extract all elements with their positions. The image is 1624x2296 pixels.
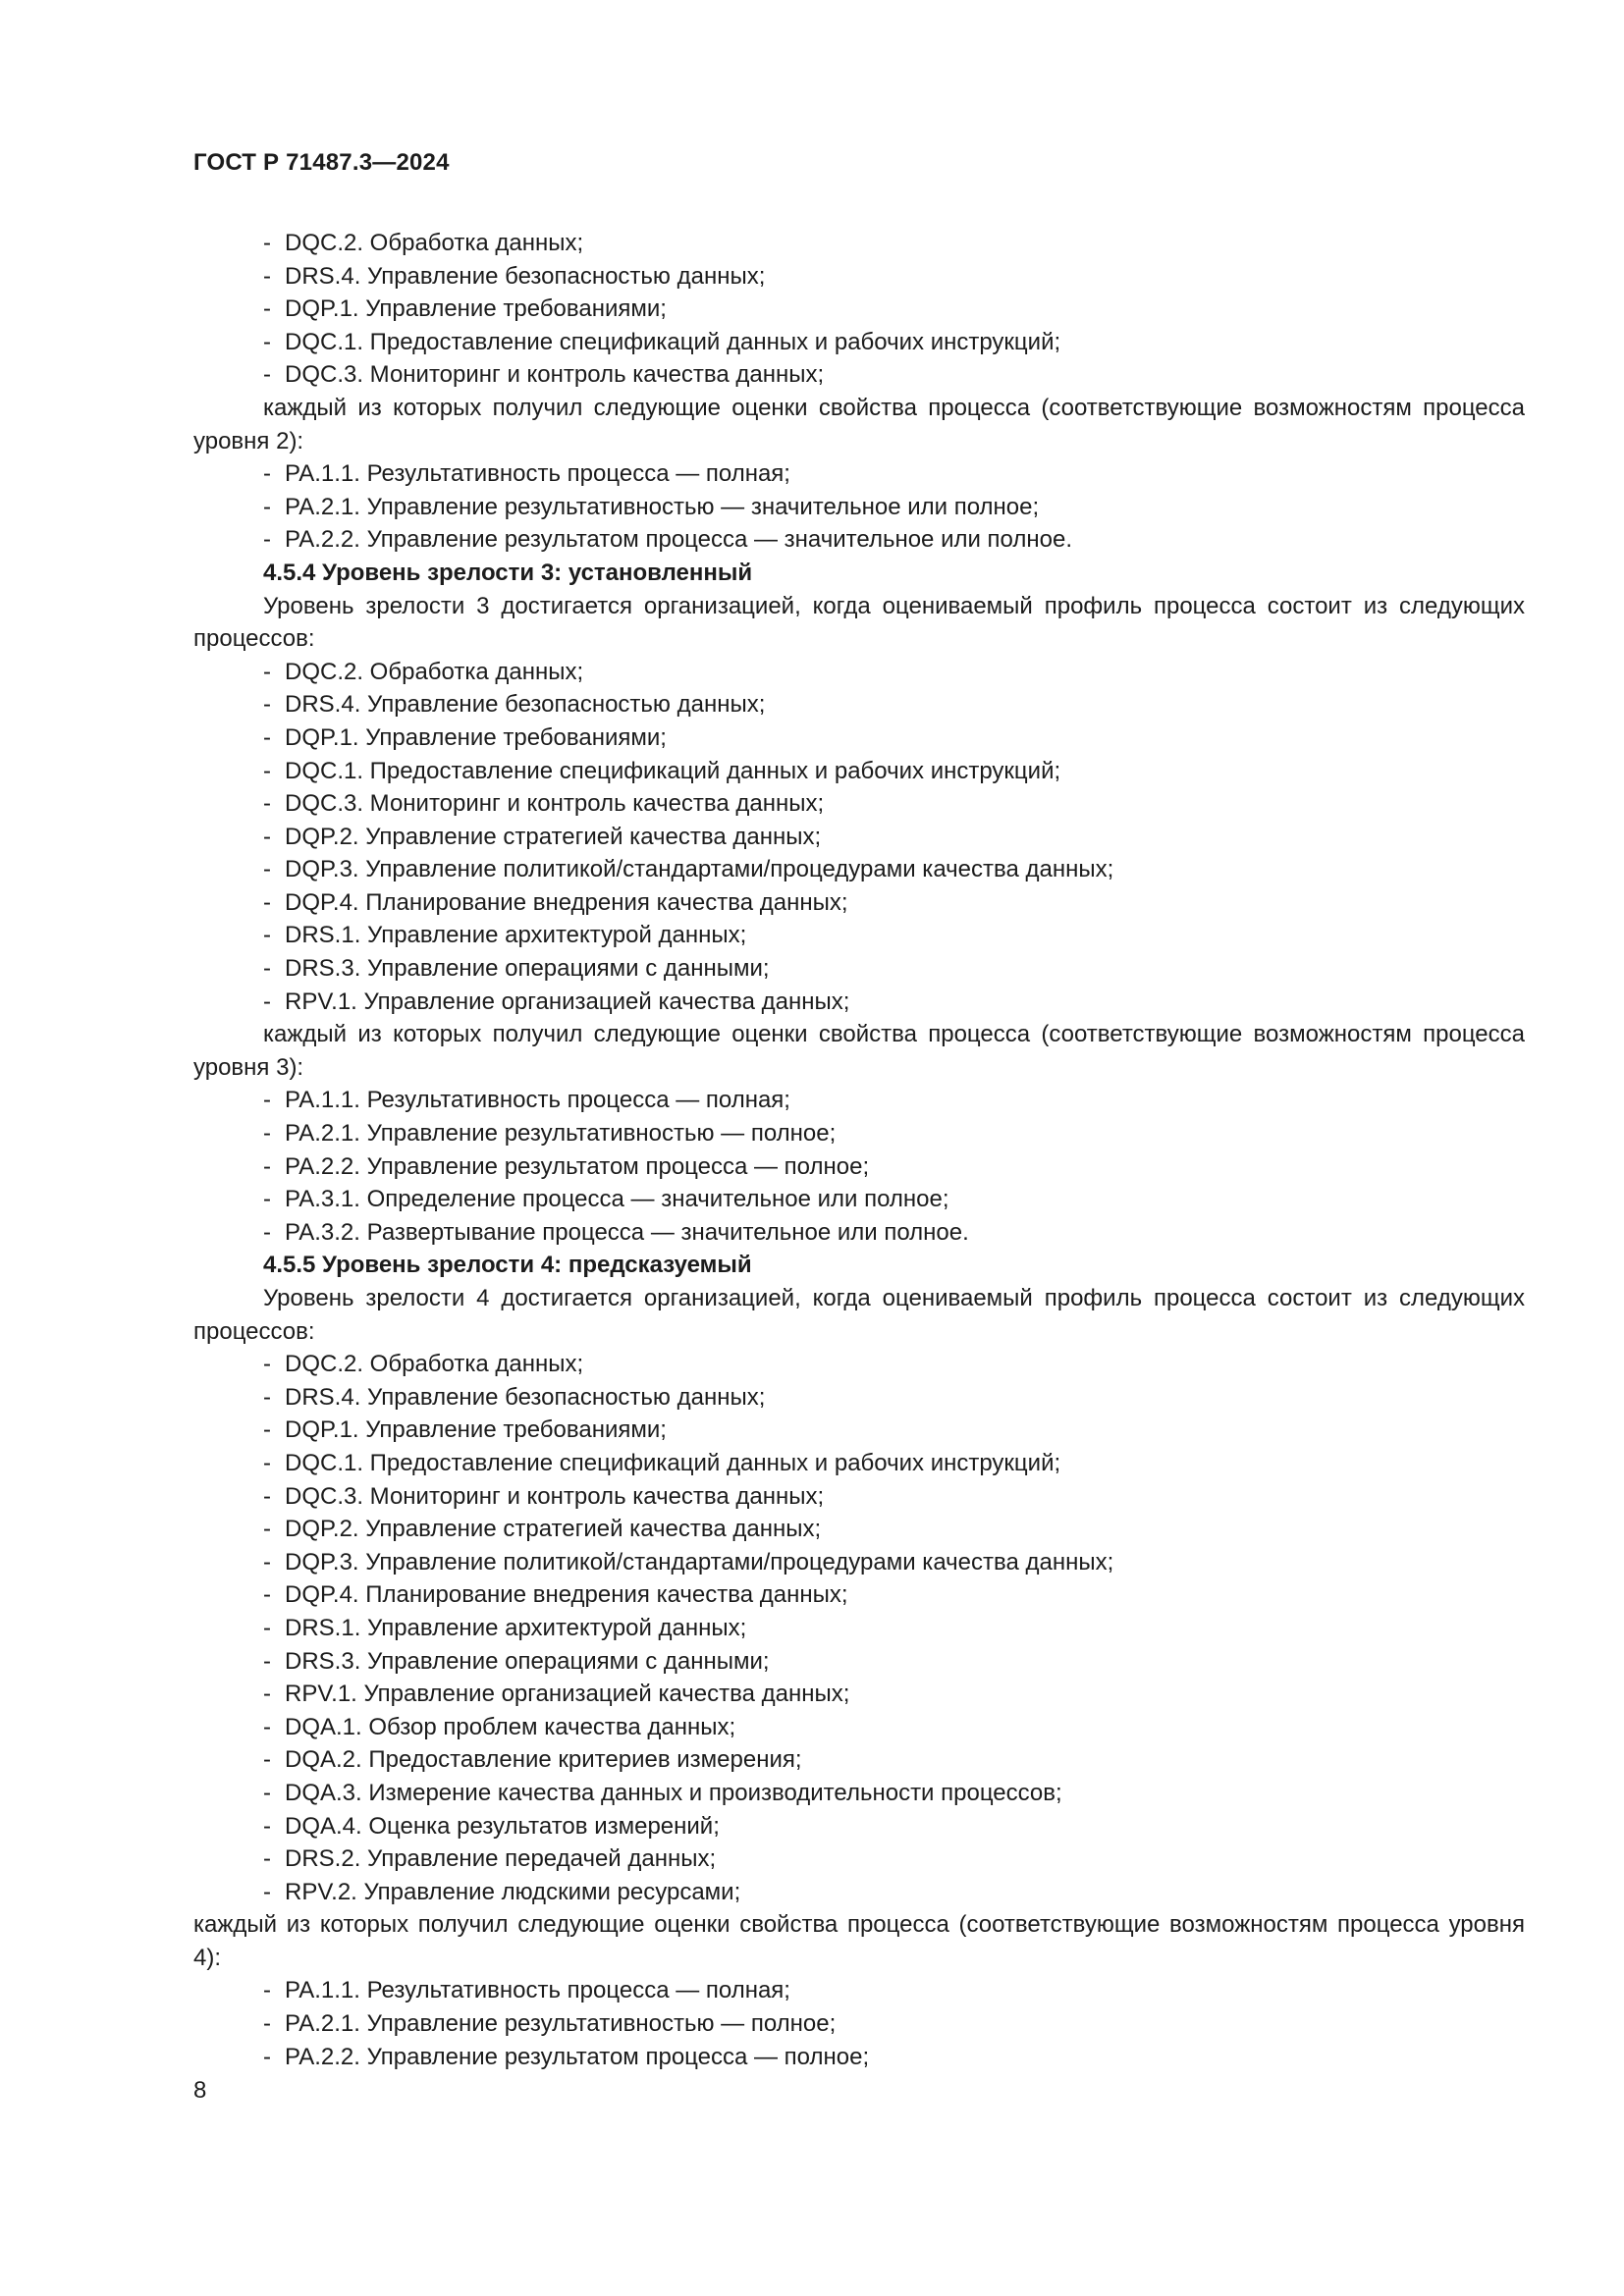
list-item: - DQP.1. Управление требованиями; [263, 1416, 667, 1444]
list-item: - DRS.2. Управление передачей данных; [263, 1845, 717, 1873]
list-item: - DRS.4. Управление безопасностью данных; [263, 691, 766, 719]
list-item: - DRS.1. Управление архитектурой данных; [263, 922, 747, 949]
rating-item: - PA.3.2. Развертывание процесса — значительное или полное. [263, 1218, 969, 1246]
list-item: - RPV.1. Управление организацией качества данных; [263, 1681, 850, 1708]
list-item: - DQC.3. Мониторинг и контроль качества данных; [263, 1482, 825, 1510]
list-item: - DQP.2. Управление стратегией качества данных; [263, 1516, 822, 1543]
list-item: - DQC.1. Предоставление спецификаций данных и рабочих инструкций; [263, 757, 1061, 784]
document-body [193, 227, 1525, 2073]
list-item: - DQA.2. Предоставление критериев измерения; [263, 1746, 802, 1774]
rating-item: - PA.2.1. Управление результативностью — значительное или полное; [263, 493, 1040, 520]
rating-item: - PA.1.1. Результативность процесса — полная; [263, 1087, 790, 1114]
list-item: - DQC.2. Обработка данных; [263, 230, 584, 256]
list-item: - DQC.2. Обработка данных; [263, 1351, 584, 1378]
rating-item: - PA.1.1. Результативность процесса — полная; [263, 460, 790, 488]
list-item: - DQP.1. Управление требованиями; [263, 295, 667, 323]
assessment-paragraph: каждый из которых получил следующие оценки свойства процесса (соответствующие возможностям процесса уровня 4): [193, 1911, 1525, 1971]
list-item: - DRS.3. Управление операциями с данными; [263, 955, 770, 983]
list-item: - DRS.3. Управление операциями с данными; [263, 1647, 770, 1675]
rating-item: - PA.3.1. Определение процесса — значительное или полное; [263, 1186, 949, 1213]
rating-item: - PA.2.2. Управление результатом процесса — полное; [263, 1152, 870, 1180]
list-item: - DQC.3. Мониторинг и контроль качества данных; [263, 361, 825, 389]
list-item: - DQA.4. Оценка результатов измерений; [263, 1812, 720, 1840]
list-item: - DRS.4. Управление безопасностью данных; [263, 1383, 766, 1411]
list-item: - DQP.1. Управление требованиями; [263, 723, 667, 751]
list-item: - DQA.1. Обзор проблем качества данных; [263, 1713, 736, 1740]
assessment-paragraph: каждый из которых получил следующие оценки свойства процесса (соответствующие возможностям процесса уровня 3): [193, 1021, 1525, 1081]
rating-item: - PA.2.2. Управление результатом процесса — полное; [263, 2043, 870, 2070]
section-intro-paragraph: Уровень зрелости 3 достигается организацией, когда оцениваемый профиль процесса состоит из следующих процессов: [193, 592, 1525, 653]
list-item: - DQP.4. Планирование внедрения качества данных; [263, 888, 848, 916]
rating-item: - PA.2.1. Управление результативностью — полное; [263, 1120, 837, 1148]
list-item: - DQC.3. Мониторинг и контроль качества данных; [263, 790, 825, 818]
list-item: - DQP.2. Управление стратегией качества данных; [263, 823, 822, 850]
list-item: - RPV.2. Управление людскими ресурсами; [263, 1878, 741, 1905]
assessment-paragraph: каждый из которых получил следующие оценки свойства процесса (соответствующие возможностям процесса уровня 2): [193, 394, 1525, 454]
page-number: 8 [193, 2077, 207, 2104]
list-item: - RPV.1. Управление организацией качества данных; [263, 988, 850, 1015]
list-item: - DQC.1. Предоставление спецификаций данных и рабочих инструкций; [263, 328, 1061, 355]
section-heading: 4.5.5 Уровень зрелости 4: предсказуемый [263, 1252, 752, 1279]
list-item: - DRS.1. Управление архитектурой данных; [263, 1614, 747, 1641]
section-intro-paragraph: Уровень зрелости 4 достигается организацией, когда оцениваемый профиль процесса состоит из следующих процессов: [193, 1285, 1525, 1345]
document-header: ГОСТ Р 71487.3—2024 [193, 149, 450, 176]
list-item: - DRS.4. Управление безопасностью данных; [263, 262, 766, 290]
section-heading: 4.5.4 Уровень зрелости 3: установленный [263, 559, 753, 586]
rating-item: - PA.1.1. Результативность процесса — полная; [263, 1977, 790, 2004]
list-item: - DQA.3. Измерение качества данных и производительности процессов; [263, 1779, 1062, 1806]
list-item: - DQP.3. Управление политикой/стандартами/процедурами качества данных; [263, 1548, 1114, 1575]
list-item: - DQC.1. Предоставление спецификаций данных и рабочих инструкций; [263, 1449, 1061, 1476]
rating-item: - PA.2.2. Управление результатом процесса — значительное или полное. [263, 526, 1072, 554]
rating-item: - PA.2.1. Управление результативностью — полное; [263, 2010, 837, 2038]
list-item: - DQC.2. Обработка данных; [263, 658, 584, 685]
list-item: - DQP.3. Управление политикой/стандартами/процедурами качества данных; [263, 856, 1114, 883]
list-item: - DQP.4. Планирование внедрения качества данных; [263, 1581, 848, 1609]
